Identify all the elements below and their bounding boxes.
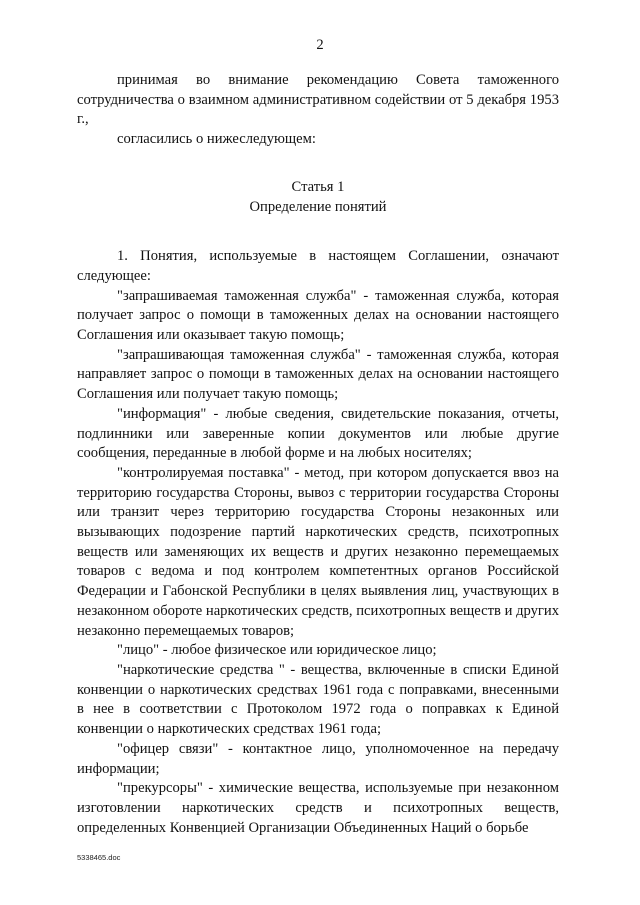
definition-requesting-customs-service: "запрашивающая таможенная служба" - таможенная служба, которая направляет запрос о помощи в таможенных делах на основании настоящего Соглашения или получает такую помощь; bbox=[77, 346, 559, 403]
document-body bbox=[77, 71, 559, 838]
definition-liaison-officer: "офицер связи" - контактное лицо, уполномоченное на передачу информации; bbox=[77, 740, 559, 777]
article-number: Статья 1 bbox=[291, 178, 345, 195]
document-file-id: 5338465.doc bbox=[77, 853, 121, 862]
article-heading bbox=[77, 178, 559, 217]
definition-precursors: "прекурсоры" - химические вещества, используемые при незаконном изготовлении наркотических средств и психотропных веществ, определенных Конвенцией Организации Объединенных Наций о борьбе bbox=[77, 780, 559, 836]
definition-narcotic-drugs: "наркотические средства " - вещества, включенные в списки Единой конвенции о наркотических средствах 1961 года с поправками, внесенными в нее в соответствии с Протоколом 1972 года о поправках к Единой конвенции о наркотических средствах 1961 года; bbox=[77, 661, 559, 738]
intro-paragraph-2: согласились о нижеследующем: bbox=[117, 131, 316, 148]
article-title: Определение понятий bbox=[249, 198, 387, 215]
page-number: 2 bbox=[316, 37, 324, 53]
definition-person: "лицо" - любое физическое или юридическое лицо; bbox=[117, 642, 437, 659]
paragraph-definitions-intro: 1. Понятия, используемые в настоящем Соглашении, означают следующее: bbox=[77, 248, 559, 284]
definition-information: "информация" - любые сведения, свидетельские показания, отчеты, подлинники или заверенные копии документов или любые другие сообщения, переданные в любой форме и на любых носителях; bbox=[77, 405, 559, 462]
intro-paragraph-1: принимая во внимание рекомендацию Совета таможенного сотрудничества о взаимном административном содействии от 5 декабря 1953 г., bbox=[77, 72, 559, 128]
definition-controlled-delivery: "контролируемая поставка" - метод, при котором допускается ввоз на территорию государства Стороны, вывоз с территории государства Стороны или транзит через территорию государства Стороны незаконных или вызывающих подозрение партий наркотических средств, психотропных веществ или заменяющих их веществ и других незаконно перемещаемых товаров с ведома и под контролем компетентных органов Российской Федерации и Габонской Республики в целях выявления лиц, участвующих в незаконном обороте наркотических средств, психотропных веществ и других незаконно перемещаемых товаров; bbox=[77, 464, 559, 639]
definition-requested-customs-service: "запрашиваемая таможенная служба" - таможенная служба, которая получает запрос о помощи в таможенных делах на основании настоящего Соглашения или оказывает такую помощь; bbox=[77, 287, 559, 344]
